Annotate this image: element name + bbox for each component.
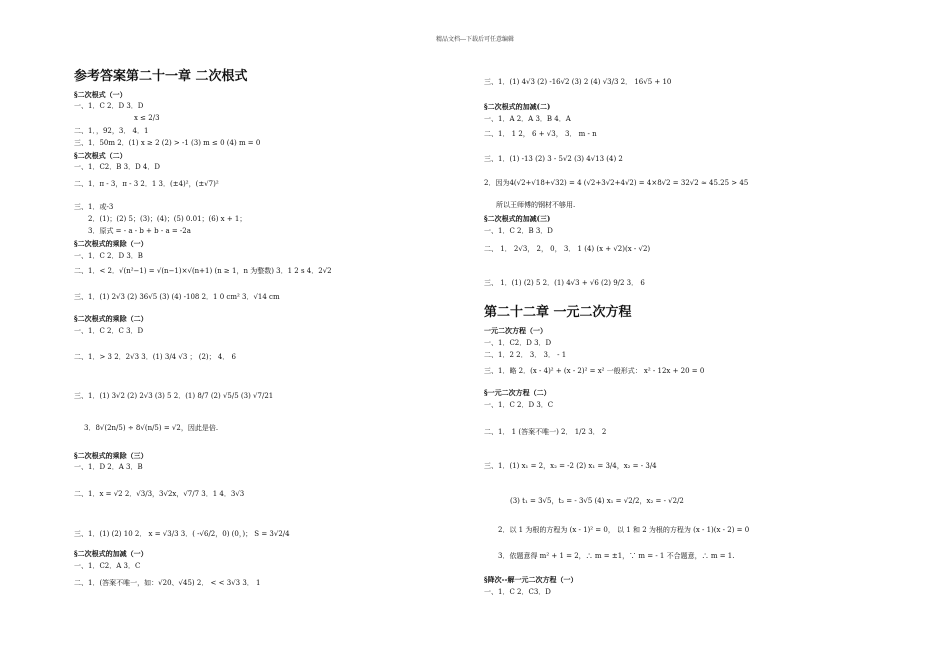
answer-line: 二、1．π - 3，π - 3 2．1 3．(±4)²，(±√7)² bbox=[74, 180, 219, 188]
answer-line: 三、 1．(1) (2) 5 2．(1) 4√3 + √6 (2) 9/2 3． 6 bbox=[484, 279, 645, 287]
page-header: 精品文档---下载后可任意编辑 bbox=[435, 36, 515, 43]
answer-line: 三、1．(1) (2) 10 2． x = √3/3 3．( -√6/2，0) (0，)； S = 3√2/4 bbox=[74, 530, 290, 538]
answer-line: 三、1．(1) 2√3 (2) 36√5 (3) (4) -108 2．1 0 cm² 3．√14 cm bbox=[74, 293, 280, 301]
sec-heading: §二次根式的乘除（一） bbox=[74, 239, 148, 248]
answer-line: 三、1．(1) -13 (2) 3 - 5√2 (3) 4√13 (4) 2 bbox=[484, 155, 623, 163]
answer-line: 一、1．C2．B 3．D 4．D bbox=[74, 163, 160, 171]
answer-line: 一、1．C2．A 3．C bbox=[74, 562, 141, 570]
answer-line: x ≤ 2/3 bbox=[134, 114, 160, 122]
answer-line: 三、1．略 2．(x - 4)² + (x - 2)² = x² 一般形式： x² - 12x + 20 = 0 bbox=[484, 367, 705, 375]
sec-heading: §二次根式（一） bbox=[74, 90, 127, 99]
answer-line: 一、1．C 2．B 3．D bbox=[484, 227, 553, 235]
answer-line: 一、1．C2．D 3．D bbox=[484, 339, 552, 347]
answer-line: (3) t₁ = 3√5，t₂ = - 3√5 (4) x₁ = √2/2，x₂ = - √2/2 bbox=[510, 497, 684, 505]
answer-line: 二、 1． 2√3， 2， 0， 3． 1 (4) (x + √2)(x - √2) bbox=[484, 245, 651, 253]
sec-heading: §二次根式（二） bbox=[74, 151, 127, 160]
answer-line: 3．依题意得 m² + 1 = 2，∴ m = ±1，∵ m = - 1 不合题意，∴ m = 1. bbox=[498, 552, 735, 560]
sec-heading: §二次根式的加减（一） bbox=[74, 549, 148, 558]
sec-heading: §二次根式的乘除（二） bbox=[74, 314, 148, 323]
answer-line: 二、1．< 2．√(n²−1) = √(n−1)×√(n+1) (n ≥ 1，n 为整数) 3．1 2 s 4．2√2 bbox=[74, 267, 332, 275]
answer-line: 一、1．C 2．C3．D bbox=[484, 588, 551, 596]
answer-line: 二、1．2 2． 3． 3． - 1 bbox=[484, 351, 567, 359]
answer-line: 所以王师傅的钢材不够用. bbox=[496, 201, 576, 209]
answer-line: 2．以 1 为根的方程为 (x - 1)² = 0， 以 1 和 2 为根的方程为 (x - 1)(x - 2) = 0 bbox=[498, 526, 750, 534]
sec-heading: §降次--解一元二次方程（一） bbox=[484, 575, 578, 584]
answer-line: 一、1．C 2．D 3．D bbox=[74, 102, 144, 110]
answer-line: 二、1．> 3 2．2√3 3．(1) 3/4 √3 ； (2)； 4． 6 bbox=[74, 353, 236, 361]
answer-line: 一、1．C 2．D 3．B bbox=[74, 252, 143, 260]
answer-line: 2．因为4(√2+√18+√32) = 4 (√2+3√2+4√2) = 4×8√2 = 32√2 ≈ 45.25 > 45 bbox=[484, 179, 749, 187]
answer-line: 三、1．(1) 3√2 (2) 2√3 (3) 5 2．(1) 8/7 (2) √5/5 (3) √7/21 bbox=[74, 392, 274, 400]
answer-line: 二、1． 1 2， 6 + √3， 3． m - n bbox=[484, 130, 597, 138]
sec-heading: §二次根式的加减(三) bbox=[484, 214, 551, 223]
answer-line: 3．8√(2n/5) ÷ 8√(n/5) = √2，因此是倍. bbox=[84, 424, 219, 432]
sec-heading: 一元二次方程（一） bbox=[484, 326, 547, 335]
sec-heading: §一元二次方程（二） bbox=[484, 388, 551, 397]
answer-line: 2．(1)；(2) 5；(3)；(4)；(5) 0.01；(6) x + 1； bbox=[88, 215, 247, 223]
answer-line: 二、1．，92，3． 4．1 bbox=[74, 127, 149, 135]
answer-line: 二、1． 1 (答案不唯一) 2． 1/2 3． 2 bbox=[484, 428, 607, 436]
chapter-title: 第二十二章 一元二次方程 bbox=[484, 305, 632, 320]
sec-heading: §二次根式的乘除（三） bbox=[74, 451, 148, 460]
answer-line: 三、1．(1) 4√3 (2) -16√2 (3) 2 (4) √3/3 2． 16√5 + 10 bbox=[484, 78, 672, 86]
answer-line: 二、1．(答案不唯一，如：√20、√45) 2． < < 3√3 3． 1 bbox=[74, 579, 261, 587]
answer-line: 3．原式 = - a - b + b - a = -2a bbox=[88, 227, 191, 235]
sec-heading: §二次根式的加减(二) bbox=[484, 102, 551, 111]
answer-line: 二、1．x = √2 2．√3/3，3√2x，√7/7 3．1 4．3√3 bbox=[74, 490, 245, 498]
answer-line: 一、1．C 2．D 3．C bbox=[484, 401, 554, 409]
answer-line: 三、1．50m 2．(1) x ≥ 2 (2) > -1 (3) m ≤ 0 (4) m = 0 bbox=[74, 139, 261, 147]
left-title: 参考答案第二十一章 二次根式 bbox=[74, 69, 248, 84]
answer-line: 一、1．D 2．A 3．B bbox=[74, 463, 143, 471]
answer-line: 三、1．或-3 bbox=[74, 203, 114, 211]
answer-line: 一、1．A 2．A 3．B 4．A bbox=[484, 115, 571, 123]
answer-line: 一、1．C 2．C 3．D bbox=[74, 327, 144, 335]
answer-line: 三、1．(1) x₁ = 2，x₂ = -2 (2) x₁ = 3/4，x₂ = - 3/4 bbox=[484, 462, 657, 470]
